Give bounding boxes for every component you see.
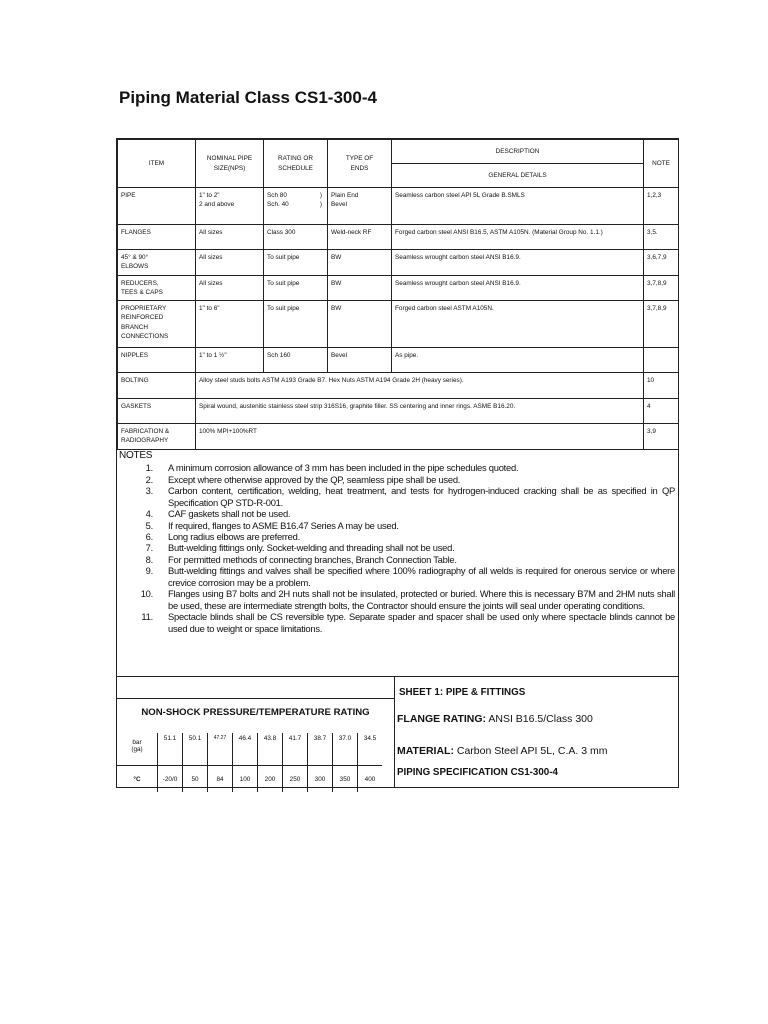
pressure-value: 38.7 (308, 733, 333, 766)
table-row (118, 188, 679, 225)
spec-sheet (116, 138, 679, 788)
note-number: 2. (145, 473, 153, 485)
table-row (118, 373, 679, 399)
table-row (118, 424, 679, 450)
note-item (119, 520, 675, 531)
header-note: NOTE (644, 140, 679, 188)
temperature-value: 400 (358, 766, 383, 793)
description-cell: Seamless wrought carbon steel ANSI B16.9. (392, 250, 644, 276)
rating-block (117, 676, 678, 788)
table-row (118, 399, 679, 424)
note-cell: 3,7,8,9 (644, 275, 679, 301)
note-cell: 4 (644, 399, 679, 424)
item-cell: FABRICATION & RADIOGRAPHY (118, 424, 196, 450)
table-row (118, 348, 679, 373)
header-item: ITEM (118, 140, 196, 188)
item-cell: PIPE (118, 188, 196, 225)
table-row (118, 301, 679, 348)
note-number: 10. (140, 588, 153, 600)
note-text: A minimum corrosion allowance of 3 mm has been included in the pipe schedules quoted. (168, 462, 519, 474)
item-cell: NIPPLES (118, 348, 196, 373)
pressure-value: 37.0 (333, 733, 358, 766)
note-item (119, 531, 675, 542)
note-number: 4. (145, 508, 153, 520)
ends-cell: BW (328, 275, 392, 301)
material-info: MATERIAL: Carbon Steel API 5L, C.A. 3 mm (397, 745, 608, 757)
notes-title: NOTES (119, 450, 153, 461)
rating-cell: Sch 160 (264, 348, 328, 373)
page-title: Piping Material Class CS1-300-4 (119, 88, 377, 107)
header-rating: RATING OR SCHEDULE (264, 140, 328, 188)
temperature-unit-label: °C (117, 766, 158, 793)
note-number: 1. (145, 462, 153, 474)
table-row (118, 275, 679, 301)
pressure-unit-label: bar (ga) (131, 739, 143, 753)
nps-cell: All sizes (196, 250, 264, 276)
pressure-value: 41.7 (283, 733, 308, 766)
item-cell: REDUCERS, TEES & CAPS (118, 275, 196, 301)
notes-section (119, 450, 675, 634)
note-item (119, 588, 675, 611)
pressure-value: 50.1 (183, 733, 208, 766)
description-cell: 100% MPI+100%RT (196, 424, 644, 450)
temperature-value: 100 (233, 766, 258, 793)
note-cell: 1,2,3 (644, 188, 679, 225)
temperature-value: 84 (208, 766, 233, 793)
note-text: If required, flanges to ASME B16.47 Series A may be used. (168, 519, 399, 531)
note-number: 11. (141, 611, 153, 623)
note-text: Flanges using B7 bolts and 2H nuts shall not be insulated, protected or buried. Where this is necessary B7M and 2HM nuts shall be used, these are intermediate strength bolts, the Contractor should ensure the joints will seal under operating conditions. (168, 588, 675, 611)
description-cell: As pipe. (392, 348, 644, 373)
temperature-value: 50 (183, 766, 208, 793)
note-cell: 3,6,7,9 (644, 250, 679, 276)
description-cell: Alloy steel studs bolts ASTM A193 Grade B7. Hex Nuts ASTM A194 Grade 2H (heavy series). (196, 373, 644, 399)
pressure-value: 34.5 (358, 733, 383, 766)
note-text: Long radius elbows are preferred. (168, 531, 300, 542)
note-number: 5. (145, 519, 153, 531)
rating-cell: To suit pipe (264, 301, 328, 348)
description-cell: Seamless carbon steel API 5L Grade B.SMLS (392, 188, 644, 225)
ends-cell: Bevel (328, 348, 392, 373)
description-cell: Forged carbon steel ASTM A105N. (392, 301, 644, 348)
description-cell: Forged carbon steel ANSI B16.5, ASTM A105N. (Material Group No. 1.1.) (392, 225, 644, 250)
note-text: CAF gaskets shall not be used. (168, 508, 291, 520)
pressure-temperature-table (117, 733, 382, 792)
sheet-label: SHEET 1: PIPE & FITTINGS (399, 687, 526, 698)
table-row (118, 225, 679, 250)
ends-cell: BW (328, 301, 392, 348)
pressure-value: 46.4 (233, 733, 258, 766)
item-cell: PROPRIETARY REINFORCED BRANCH CONNECTIONS (118, 301, 196, 348)
note-item (119, 485, 675, 508)
header-general-details: GENERAL DETAILS (392, 164, 644, 188)
pressure-temperature-title: NON-SHOCK PRESSURE/TEMPERATURE RATING (141, 707, 370, 718)
flange-rating: FLANGE RATING: ANSI B16.5/Class 300 (397, 713, 593, 725)
nps-cell: 1" to 2" 2 and above (196, 188, 264, 225)
table-row (118, 250, 679, 276)
note-item (119, 611, 675, 634)
note-text: Butt-welding fittings only. Socket-welding and threading shall not be used. (168, 542, 455, 554)
note-text: For permitted methods of connecting branches, Branch Connection Table. (168, 553, 457, 565)
note-item (119, 542, 675, 553)
ends-cell: Weld-neck RF (328, 225, 392, 250)
temperature-value: -20/0 (158, 766, 183, 793)
nps-cell: 1" to 1 ½" (196, 348, 264, 373)
rating-cell: Sch 80 Sch. 40 ) ) (264, 188, 328, 225)
temperature-value: 250 (283, 766, 308, 793)
header-nps: NOMINAL PIPE SIZE(NPS) (196, 140, 264, 188)
note-number: 6. (145, 531, 153, 542)
piping-specification: PIPING SPECIFICATION CS1-300-4 (397, 767, 558, 778)
note-cell: 3,5. (644, 225, 679, 250)
ends-cell: BW (328, 250, 392, 276)
rating-cell: To suit pipe (264, 275, 328, 301)
item-cell: FLANGES (118, 225, 196, 250)
temperature-value: 200 (258, 766, 283, 793)
description-cell: Spiral wound, austenitic stainless steel strip 316S16, graphite filler. SS centering and inner rings. ASME B16.20. (196, 399, 644, 424)
note-item (119, 474, 675, 485)
nps-cell: All sizes (196, 225, 264, 250)
note-text: Except where otherwise approved by the QP, seamless pipe shall be used. (168, 473, 461, 485)
nps-cell: 1" to 6" (196, 301, 264, 348)
header-ends: TYPE OF ENDS (328, 140, 392, 188)
pressure-value: 47.27 (208, 733, 233, 766)
pressure-value: 51.1 (158, 733, 183, 766)
note-item (119, 554, 675, 565)
description-cell: Seamless wrought carbon steel ANSI B16.9. (392, 275, 644, 301)
rating-cell: Class 300 (264, 225, 328, 250)
note-cell: 10 (644, 373, 679, 399)
note-number: 8. (145, 553, 153, 565)
note-cell: 3,9 (644, 424, 679, 450)
note-item (119, 462, 675, 473)
header-description: DESCRIPTION (392, 140, 644, 164)
note-item (119, 565, 675, 588)
note-number: 3. (145, 485, 153, 497)
note-number: 7. (145, 542, 153, 554)
item-cell: GASKETS (118, 399, 196, 424)
material-table (117, 139, 679, 450)
note-text: Carbon content, certification, welding, heat treatment, and tests for hydrogen-induced cracking shall be as specified in QP Specification QP STD-R-001. (168, 485, 675, 508)
temperature-value: 300 (308, 766, 333, 793)
rating-cell: To suit pipe (264, 250, 328, 276)
item-cell: 45° & 90° ELBOWS (118, 250, 196, 276)
ends-cell: Plain End Bevel (328, 188, 392, 225)
note-cell: 3,7,8,9 (644, 301, 679, 348)
nps-cell: All sizes (196, 275, 264, 301)
note-text: Spectacle blinds shall be CS reversible type. Separate spader and spacer shall be used only where spectacle blinds cannot be used due to weight or space limitations. (168, 611, 675, 634)
note-cell (644, 348, 679, 373)
note-number: 9. (145, 565, 153, 577)
note-text: Butt-welding fittings and valves shall be specified where 100% radiography of all welds is required for onerous service or where crevice corrosion may be a problem. (168, 565, 675, 588)
pressure-value: 43.8 (258, 733, 283, 766)
temperature-value: 350 (333, 766, 358, 793)
item-cell: BOLTING (118, 373, 196, 399)
note-item (119, 508, 675, 519)
